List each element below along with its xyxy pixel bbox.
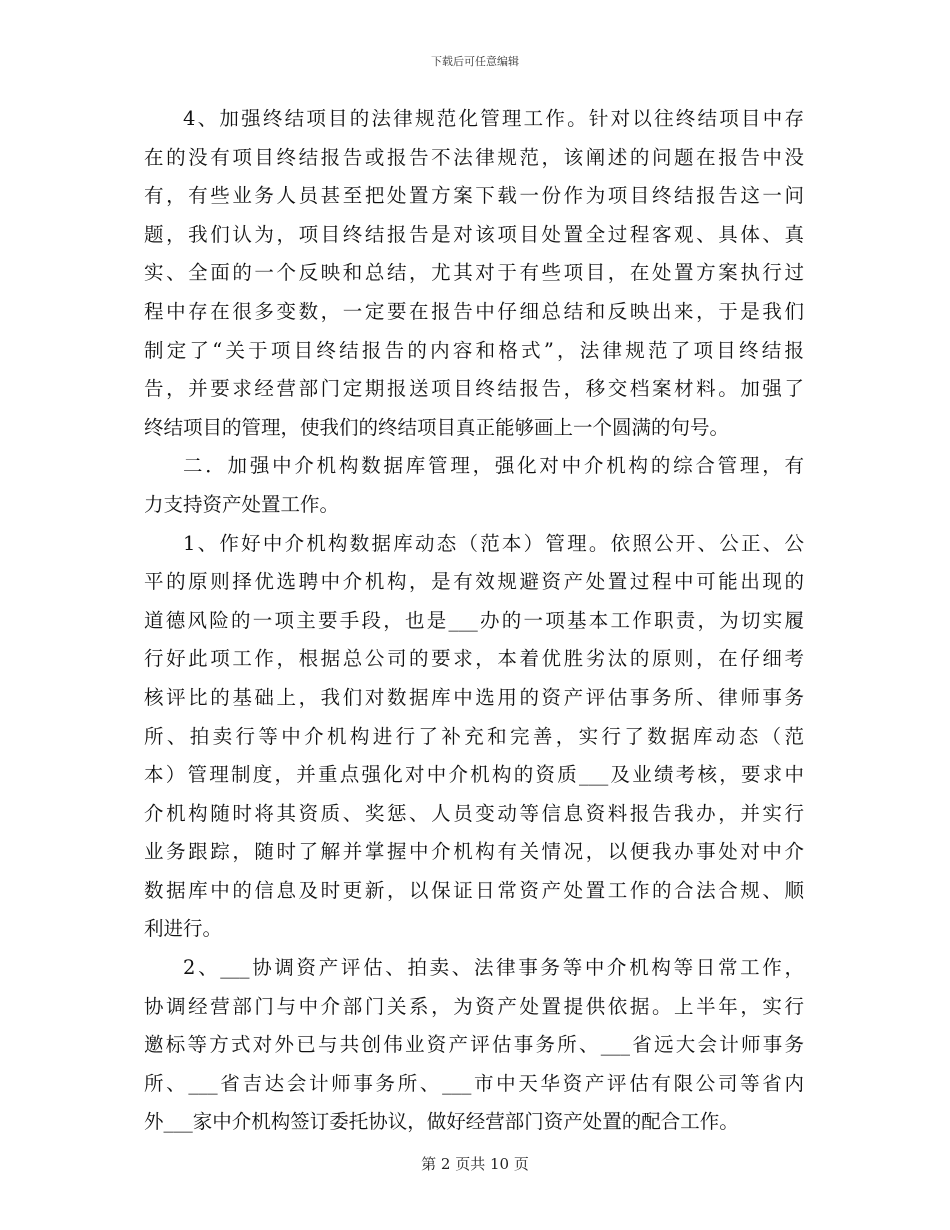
paragraph-line: 核评比的基础上，我们对数据库中选用的资产评估事务所、律师事务 [144, 685, 804, 709]
paragraph-line: 行好此项工作，根据总公司的要求，本着优胜劣汰的原则，在仔细考 [144, 647, 804, 671]
page-number: 第 2 页共 10 页 [421, 1155, 529, 1173]
paragraph-line: 程中存在很多变数，一定要在报告中仔细总结和反映出来，于是我们 [144, 299, 804, 323]
paragraph-line: 题，我们认为，项目终结报告是对该项目处置全过程客观、具体、真 [144, 222, 804, 246]
paragraph-line: 4、加强终结项目的法律规范化管理工作。针对以往终结项目中存 [183, 107, 804, 130]
paragraph-line: 1、作好中介机构数据库动态（范本）管理。依照公开、公正、公 [183, 531, 804, 555]
paragraph-line: 利进行。 [144, 917, 223, 941]
paragraph-line: 平的原则择优选聘中介机构，是有效规避资产处置过程中可能出现的 [144, 570, 804, 594]
paragraph-line: 告，并要求经营部门定期报送项目终结报告，移交档案材料。加强了 [144, 377, 804, 401]
section-heading-line: 二．加强中介机构数据库管理，强化对中介机构的综合管理，有 [183, 454, 804, 478]
paragraph-line: 道德风险的一项主要手段，也是___办的一项基本工作职责，为切实履 [144, 608, 804, 632]
section-heading-line: 力支持资产处置工作。 [144, 492, 340, 516]
paragraph-line: 本）管理制度，并重点强化对中介机构的资质___及业绩考核，要求中 [144, 763, 804, 787]
paragraph-line: 协调经营部门与中介部门关系，为资产处置提供依据。上半年，实行 [144, 994, 804, 1018]
paragraph-line: 业务跟踪，随时了解并掌握中介机构有关情况，以便我办事处对中介 [144, 840, 804, 864]
paragraph-line: 在的没有项目终结报告或报告不法律规范，该阐述的问题在报告中没 [144, 145, 804, 169]
paragraph-line: 制定了“关于项目终结报告的内容和格式”，法律规范了项目终结报 [144, 338, 804, 362]
paragraph-line: 所、___省吉达会计师事务所、___市中天华资产评估有限公司等省内 [144, 1071, 804, 1095]
paragraph-line: 实、全面的一个反映和总结，尤其对于有些项目，在处置方案执行过 [144, 261, 804, 285]
document-body [144, 100, 804, 1142]
paragraph-line: 所、拍卖行等中介机构进行了补充和完善，实行了数据库动态（范 [144, 724, 804, 748]
page-header: 下载后可任意编辑 [431, 55, 519, 68]
paragraph-line: 外___家中介机构签订委托协议，做好经营部门资产处置的配合工作。 [144, 1110, 739, 1134]
paragraph-line: 2、___协调资产评估、拍卖、法律事务等中介机构等日常工作， [183, 956, 804, 980]
paragraph-line: 终结项目的管理，使我们的终结项目真正能够画上一个圆满的句号。 [144, 415, 730, 439]
paragraph-line: 有，有些业务人员甚至把处置方案下载一份作为项目终结报告这一问 [144, 184, 804, 208]
paragraph-line: 邀标等方式对外已与共创伟业资产评估事务所、___省远大会计师事务 [144, 1033, 804, 1057]
paragraph-line: 数据库中的信息及时更新，以保证日常资产处置工作的合法合规、顺 [144, 878, 804, 902]
paragraph-line: 介机构随时将其资质、奖惩、人员变动等信息资料报告我办，并实行 [144, 801, 804, 825]
